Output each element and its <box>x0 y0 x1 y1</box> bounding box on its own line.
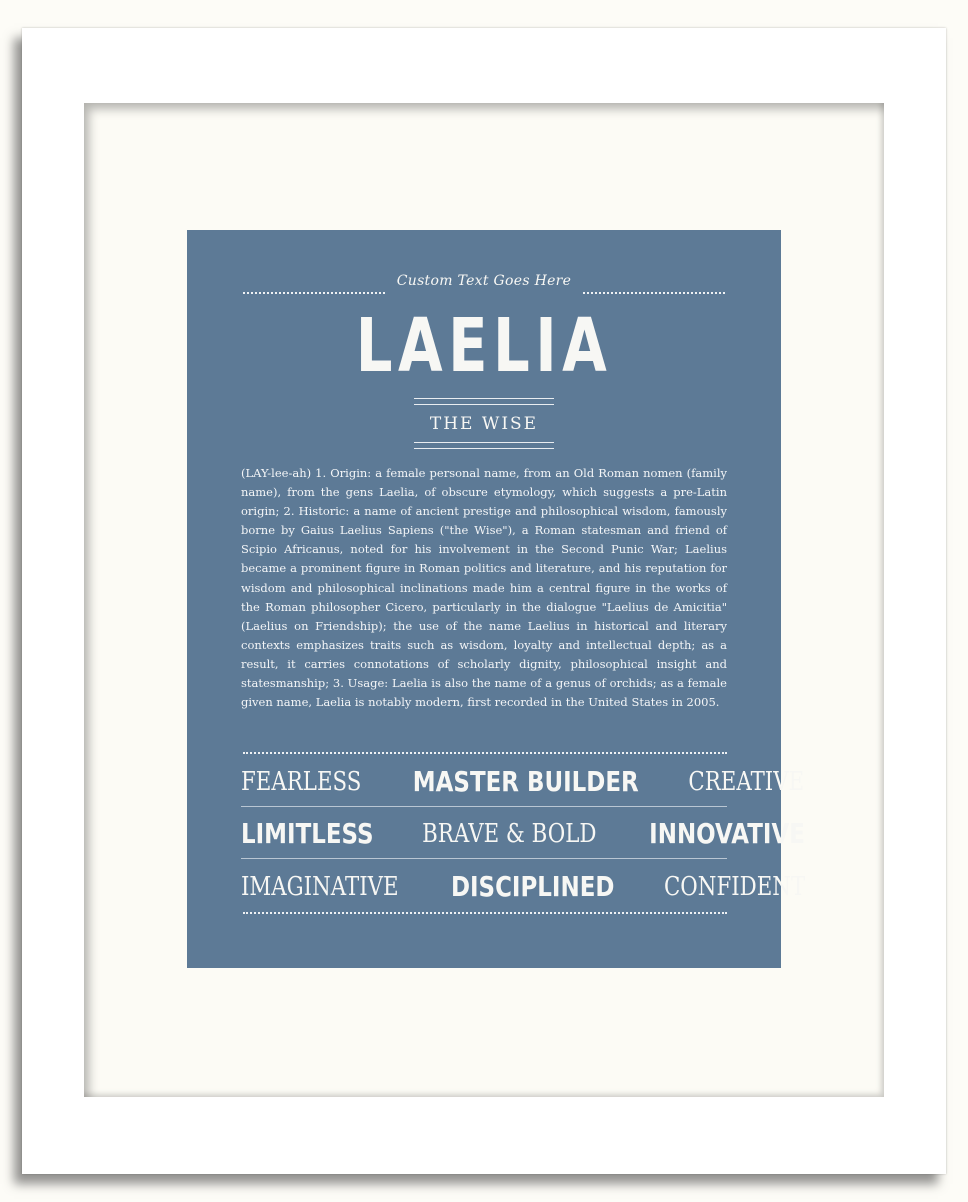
trait-word: IMAGINATIVE <box>241 872 399 902</box>
dotted-rule-left <box>243 292 385 294</box>
dotted-rule-traits-bottom <box>243 912 727 914</box>
dotted-rule-traits-top <box>243 752 727 754</box>
trait-word: DISCIPLINED <box>451 870 615 903</box>
traits-separator-2 <box>241 858 727 859</box>
custom-text: Custom Text Goes Here <box>396 273 572 289</box>
trait-word: CREATIVE <box>688 767 805 797</box>
trait-word: LIMITLESS <box>241 817 374 850</box>
name-title: LAELIA <box>355 303 613 389</box>
trait-word: BRAVE & BOLD <box>421 819 597 849</box>
trait-word: CONFIDENT <box>663 872 805 902</box>
trait-word: MASTER BUILDER <box>412 765 639 798</box>
name-definition: (LAY-lee-ah) 1. Origin: a female personal name, from an Old Roman nomen (family name), from the gens Laelia, of obscure etymology, which suggests a pre-Latin origin; 2. Historic: a name of ancient prestige and philosophical wisdom, famously borne by Gaius Laelius Sapiens ("the Wise"), a Roman statesman and friend of Scipio Africanus, noted for his involvement in the Second Punic War; Laelius became a prominent figure in Roman politics and literature, and his reputation for wisdom and philosophical inclinations made him a central figure in the works of the Roman philosopher Cicero, particularly in the dialogue "Laelius de Amicitia" (Laelius on Friendship); the use of the name Laelius in historical and literary contexts emphasizes traits such as wisdom, loyalty and intellectual depth; as a result, it carries connotations of scholarly dignity, philosophical insight and statesmanship; 3. Usage: Laelia is also the name of a genus of orchids; as a female given name, Laelia is notably modern, first recorded in the United States in 2005. <box>241 466 727 710</box>
mat-board <box>84 103 884 1097</box>
trait-word: FEARLESS <box>241 767 362 797</box>
subtitle-rule-bottom-2 <box>414 448 554 449</box>
traits-separator-1 <box>241 806 727 807</box>
subtitle-rule-top-1 <box>414 398 554 399</box>
traits-row-3 <box>241 865 805 909</box>
subtitle-rule-bottom-1 <box>414 442 554 443</box>
traits-row-1 <box>241 760 805 804</box>
subtitle: THE WISE <box>429 414 539 434</box>
subtitle-rule-top-2 <box>414 404 554 405</box>
trait-word: INNOVATIVE <box>649 817 806 850</box>
dotted-rule-right <box>583 292 725 294</box>
picture-frame <box>22 28 946 1174</box>
traits-row-2 <box>241 812 806 856</box>
name-print <box>187 230 806 968</box>
